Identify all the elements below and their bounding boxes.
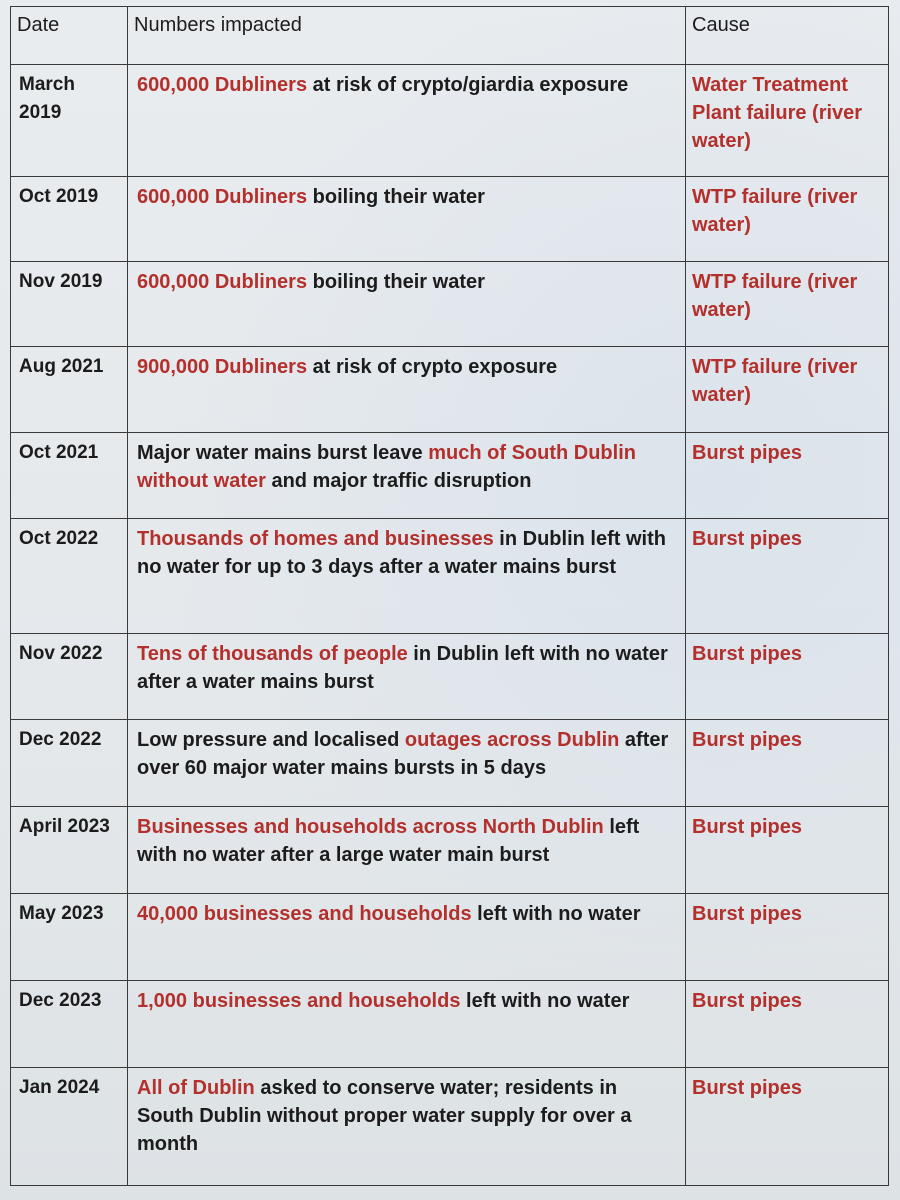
highlight-text: 600,000 Dubliners: [137, 74, 308, 96]
row-cause: Burst pipes: [686, 720, 889, 807]
table-row: [11, 262, 889, 347]
row-numbers-impacted: [128, 981, 686, 1068]
header-cause: Cause: [686, 7, 889, 65]
body-text: boiling their water: [307, 271, 485, 293]
highlight-text: Tens of thousands of people: [137, 643, 408, 665]
body-text: in Dublin left with no water for up to 3 days after a water mains burst: [137, 528, 666, 578]
table-row: [11, 720, 889, 807]
row-date: Dec 2022: [11, 720, 128, 807]
row-numbers-impacted: [128, 177, 686, 262]
row-numbers-impacted: [128, 347, 686, 433]
row-date: Oct 2019: [11, 177, 128, 262]
row-date: Oct 2022: [11, 519, 128, 634]
row-numbers-impacted: [128, 634, 686, 720]
row-cause: Burst pipes: [686, 807, 889, 894]
row-date: April 2023: [11, 807, 128, 894]
table-row: [11, 981, 889, 1068]
row-cause: Burst pipes: [686, 981, 889, 1068]
row-numbers-impacted: [128, 519, 686, 634]
table-row: [11, 177, 889, 262]
row-date: Aug 2021: [11, 347, 128, 433]
body-text: asked to conserve water; residents in South Dublin without proper water supply for over a month: [137, 1077, 632, 1155]
table-row: [11, 65, 889, 177]
table-row: [11, 807, 889, 894]
row-date: Oct 2021: [11, 433, 128, 519]
row-date: May 2023: [11, 894, 128, 981]
table-row: [11, 894, 889, 981]
highlight-text: Thousands of homes and businesses: [137, 528, 494, 550]
row-date: Jan 2024: [11, 1068, 128, 1186]
row-date: Dec 2023: [11, 981, 128, 1068]
highlight-text: 1,000 businesses and households: [137, 990, 461, 1012]
table-row: [11, 519, 889, 634]
body-text: boiling their water: [307, 186, 485, 208]
row-numbers-impacted: [128, 65, 686, 177]
header-date: Date: [11, 7, 128, 65]
row-cause: Burst pipes: [686, 519, 889, 634]
table-row: [11, 1068, 889, 1186]
body-text: Major water mains burst leave: [137, 442, 429, 464]
body-text: and major traffic disruption: [265, 470, 532, 492]
highlight-text: 600,000 Dubliners: [137, 186, 308, 208]
row-numbers-impacted: [128, 1068, 686, 1186]
row-date: Nov 2019: [11, 262, 128, 347]
row-cause: Burst pipes: [686, 433, 889, 519]
table-row: [11, 634, 889, 720]
body-text: at risk of crypto/giardia exposure: [307, 74, 629, 96]
highlight-text: 40,000 businesses and households: [137, 903, 472, 925]
row-cause: WTP failure (river water): [686, 262, 889, 347]
body-text: left with no water: [471, 903, 641, 925]
row-numbers-impacted: [128, 262, 686, 347]
row-numbers-impacted: [128, 433, 686, 519]
highlight-text: Businesses and households across North Dublin: [137, 816, 604, 838]
row-date: March 2019: [11, 65, 128, 177]
water-incidents-table: [10, 6, 889, 1186]
body-text: left with no water: [460, 990, 630, 1012]
row-numbers-impacted: [128, 894, 686, 981]
table-row: [11, 347, 889, 433]
row-cause: Water Treatment Plant failure (river water): [686, 65, 889, 177]
row-cause: Burst pipes: [686, 1068, 889, 1186]
row-numbers-impacted: [128, 807, 686, 894]
body-text: after over 60 major water mains bursts in 5 days: [137, 729, 669, 779]
body-text: left with no water after a large water main burst: [137, 816, 640, 866]
highlight-text: 600,000 Dubliners: [137, 271, 308, 293]
body-text: in Dublin left with no water after a water mains burst: [137, 643, 668, 693]
highlight-text: outages across Dublin: [404, 729, 620, 751]
highlight-text: 900,000 Dubliners: [137, 356, 308, 378]
row-cause: WTP failure (river water): [686, 177, 889, 262]
row-date: Nov 2022: [11, 634, 128, 720]
header-numbers-impacted: Numbers impacted: [128, 7, 686, 65]
row-numbers-impacted: [128, 720, 686, 807]
highlight-text: All of Dublin: [137, 1077, 255, 1099]
header-row: [11, 7, 889, 65]
body-text: at risk of crypto exposure: [307, 356, 558, 378]
row-cause: Burst pipes: [686, 894, 889, 981]
body-text: Low pressure and localised: [137, 729, 405, 751]
row-cause: Burst pipes: [686, 634, 889, 720]
row-cause: WTP failure (river water): [686, 347, 889, 433]
table-row: [11, 433, 889, 519]
highlight-text: much of South Dublin without water: [137, 442, 636, 492]
